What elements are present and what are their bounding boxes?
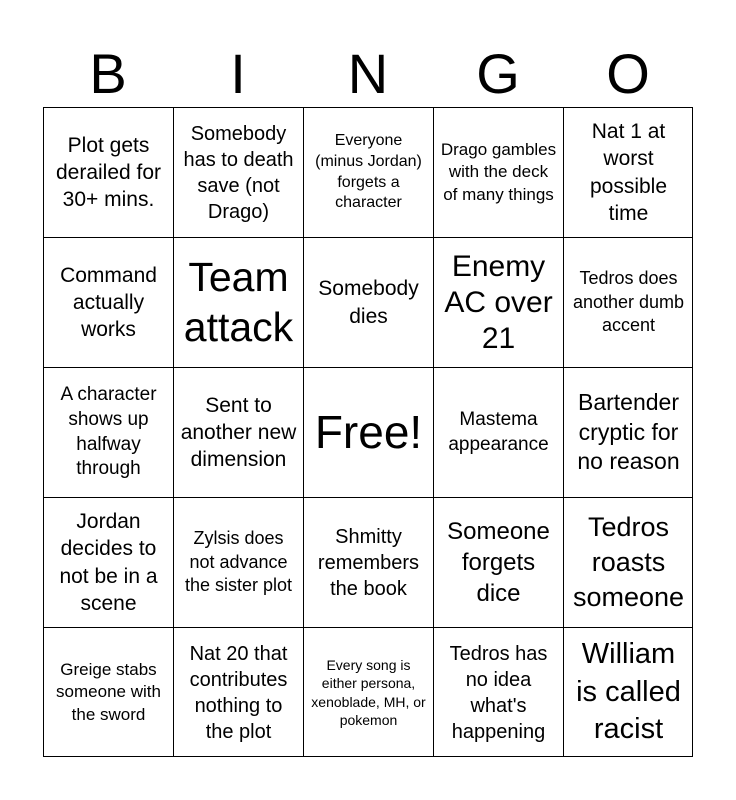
bingo-cell[interactable] — [433, 107, 563, 237]
cell-text: Plot gets derailed for 30+ mins. — [55, 133, 162, 212]
cell-text: Tedros roasts someone — [572, 511, 685, 613]
cell-text: Enemy AC over 21 — [444, 249, 553, 355]
bingo-cell[interactable] — [563, 107, 693, 237]
bingo-cell[interactable] — [43, 107, 173, 237]
bingo-cell[interactable] — [303, 497, 433, 627]
cell-text: Jordan decides to not be in a scene — [59, 509, 158, 615]
bingo-cell[interactable] — [303, 237, 433, 367]
cell-text: Someone forgets dice — [447, 517, 550, 608]
cell-text: A character shows up halfway through — [60, 384, 157, 480]
bingo-board — [43, 107, 693, 757]
bingo-header — [43, 42, 693, 106]
header-letter-g: G — [476, 42, 520, 105]
bingo-cell[interactable] — [433, 627, 563, 757]
cell-text: Team attack — [183, 254, 294, 350]
cell-text: Tedros has no idea what's happening — [449, 642, 548, 743]
bingo-cell[interactable] — [433, 497, 563, 627]
bingo-cell[interactable] — [43, 627, 173, 757]
free-space-cell[interactable] — [303, 367, 433, 497]
bingo-cell[interactable] — [433, 237, 563, 367]
cell-text: Everyone (minus Jordan) forgets a character — [315, 131, 422, 212]
bingo-cell[interactable] — [173, 107, 303, 237]
cell-text: Every song is either persona, xenoblade, MH, or pokemon — [311, 657, 426, 728]
bingo-cell[interactable] — [303, 627, 433, 757]
bingo-cell[interactable] — [43, 367, 173, 497]
bingo-cell[interactable] — [433, 367, 563, 497]
bingo-cell[interactable] — [173, 497, 303, 627]
bingo-cell[interactable] — [173, 367, 303, 497]
cell-text: Somebody dies — [318, 277, 419, 328]
header-letter-i: I — [230, 42, 246, 105]
cell-text: Sent to another new dimension — [180, 393, 297, 472]
cell-text: Command actually works — [60, 263, 157, 342]
cell-text: Greige stabs someone with the sword — [56, 660, 161, 724]
cell-text: Zylsis does not advance the sister plot — [184, 528, 293, 596]
cell-text: Nat 20 that contributes nothing to the plot — [189, 642, 288, 743]
cell-text: Shmitty remembers the book — [317, 525, 420, 600]
cell-text: Drago gambles with the deck of many things — [440, 140, 557, 204]
cell-text: Nat 1 at worst possible time — [589, 119, 668, 225]
cell-text: Somebody has to death save (not Drago) — [183, 122, 294, 223]
cell-text: Bartender cryptic for no reason — [577, 388, 680, 475]
bingo-cell[interactable] — [43, 237, 173, 367]
bingo-cell[interactable] — [563, 367, 693, 497]
header-letter-n: N — [347, 42, 389, 105]
free-space-text: Free! — [314, 405, 423, 458]
header-letter-b: B — [89, 42, 127, 105]
cell-text: Mastema appearance — [448, 408, 549, 455]
bingo-cell[interactable] — [563, 627, 693, 757]
bingo-cell[interactable] — [563, 497, 693, 627]
cell-text: Tedros does another dumb accent — [572, 268, 685, 336]
cell-text: William is called racist — [576, 637, 681, 746]
header-letter-o: O — [606, 42, 650, 105]
bingo-cell[interactable] — [303, 107, 433, 237]
bingo-cell[interactable] — [173, 627, 303, 757]
bingo-cell[interactable] — [173, 237, 303, 367]
bingo-cell[interactable] — [563, 237, 693, 367]
bingo-cell[interactable] — [43, 497, 173, 627]
